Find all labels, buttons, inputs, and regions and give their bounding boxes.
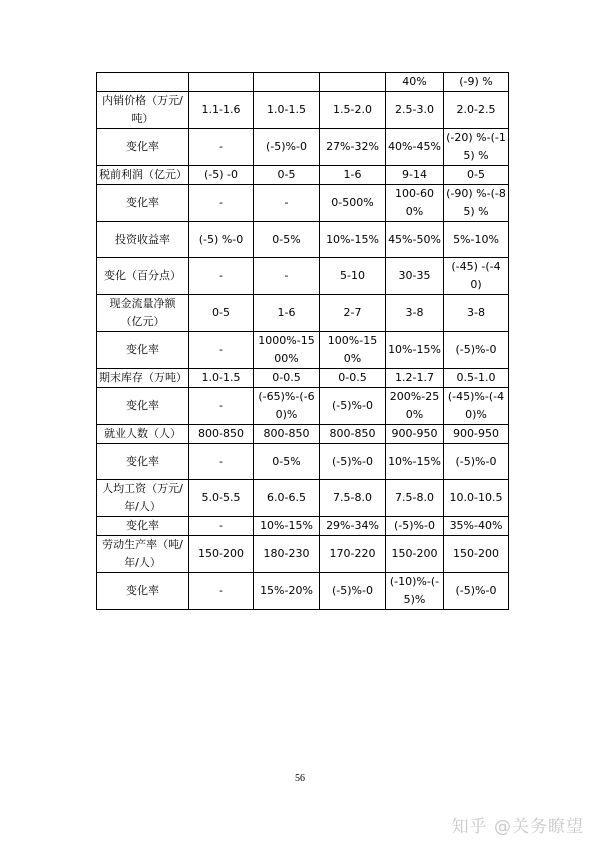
table-cell: 5%-10%	[444, 222, 509, 258]
table-cell: 0-0.5	[254, 369, 320, 388]
table-cell: -	[189, 573, 254, 610]
table-row	[97, 388, 509, 425]
table-row	[97, 295, 509, 332]
table-cell: 6.0-6.5	[254, 480, 320, 517]
table-cell: 0-5	[254, 166, 320, 185]
table-cell: -	[189, 258, 254, 295]
table-cell: 0-5	[189, 295, 254, 332]
table-cell: 27%-32%	[320, 129, 386, 166]
table-cell: 5.0-5.5	[189, 480, 254, 517]
table-cell: (-45) -(-40)	[444, 258, 509, 295]
row-label: 变化率	[97, 332, 189, 369]
table-cell: 2.0-2.5	[444, 92, 509, 129]
table-cell: 1.5-2.0	[320, 92, 386, 129]
table-cell: 9-14	[386, 166, 444, 185]
table-cell: 1-6	[320, 166, 386, 185]
table-cell: 10.0-10.5	[444, 480, 509, 517]
table-row	[97, 573, 509, 610]
table-cell: 45%-50%	[386, 222, 444, 258]
table-cell: -	[254, 185, 320, 222]
table-cell: 30-35	[386, 258, 444, 295]
row-label: 内销价格（万元/吨）	[97, 92, 189, 129]
table-cell: 1.2-1.7	[386, 369, 444, 388]
row-label: 变化率	[97, 444, 189, 480]
table-row	[97, 480, 509, 517]
table-cell: (-5)%-0	[444, 444, 509, 480]
table-cell: 0-500%	[320, 185, 386, 222]
table-cell: (-5)%-0	[320, 388, 386, 425]
table-cell: (-5)%-0	[386, 517, 444, 536]
table-cell: 150-200	[386, 536, 444, 573]
table-row	[97, 73, 509, 92]
table-cell: 0-0.5	[320, 369, 386, 388]
table-cell: (-10)%-(-5)%	[386, 573, 444, 610]
table-row	[97, 185, 509, 222]
table-cell: -	[189, 517, 254, 536]
table-cell: 150-200	[189, 536, 254, 573]
data-table	[96, 72, 509, 610]
table-row	[97, 425, 509, 444]
table-cell: 100%-150%	[320, 332, 386, 369]
row-label: 变化率	[97, 573, 189, 610]
table-cell: 800-850	[254, 425, 320, 444]
table-cell: 180-230	[254, 536, 320, 573]
table-cell: 900-950	[386, 425, 444, 444]
table-cell: -	[189, 129, 254, 166]
table-cell: -	[189, 444, 254, 480]
table-cell: 15%-20%	[254, 573, 320, 610]
row-label: 劳动生产率（吨/年/人）	[97, 536, 189, 573]
row-label: 人均工资（万元/年/人）	[97, 480, 189, 517]
table-cell: (-20) %-(-15) %	[444, 129, 509, 166]
table-cell: 3-8	[444, 295, 509, 332]
table-cell: 200%-250%	[386, 388, 444, 425]
table-cell: 10%-15%	[320, 222, 386, 258]
row-label: 变化率	[97, 388, 189, 425]
table-cell: -	[189, 388, 254, 425]
row-label: 变化（百分点）	[97, 258, 189, 295]
table-cell: (-5) %-0	[189, 222, 254, 258]
row-label: 变化率	[97, 129, 189, 166]
table-row	[97, 129, 509, 166]
table-row	[97, 536, 509, 573]
table-cell	[320, 73, 386, 92]
table-row	[97, 332, 509, 369]
table-cell: 5-10	[320, 258, 386, 295]
row-label: 期末库存（万吨）	[97, 369, 189, 388]
table-row	[97, 444, 509, 480]
table-cell: 1.1-1.6	[189, 92, 254, 129]
table-cell: (-5)%-0	[320, 573, 386, 610]
table-cell: 170-220	[320, 536, 386, 573]
table-cell: 40%-45%	[386, 129, 444, 166]
table-cell: 0.5-1.0	[444, 369, 509, 388]
table-cell: 7.5-8.0	[320, 480, 386, 517]
row-label: 税前利润（亿元）	[97, 166, 189, 185]
row-label	[97, 73, 189, 92]
table-cell: 1.0-1.5	[254, 92, 320, 129]
table-cell: 40%	[386, 73, 444, 92]
table-row	[97, 222, 509, 258]
table-cell: -	[189, 332, 254, 369]
table-cell: 2-7	[320, 295, 386, 332]
table-cell: 29%-34%	[320, 517, 386, 536]
table-cell: (-5)%-0	[444, 332, 509, 369]
table-cell: 7.5-8.0	[386, 480, 444, 517]
table-cell: 100-600%	[386, 185, 444, 222]
row-label: 投资收益率	[97, 222, 189, 258]
table-cell: 0-5%	[254, 444, 320, 480]
table-cell: -	[254, 258, 320, 295]
table-cell: 900-950	[444, 425, 509, 444]
table-cell: 0-5	[444, 166, 509, 185]
table-cell: 10%-15%	[254, 517, 320, 536]
table-row	[97, 92, 509, 129]
row-label: 就业人数（人）	[97, 425, 189, 444]
table-cell: (-5)%-0	[320, 444, 386, 480]
table-row	[97, 517, 509, 536]
table-cell	[189, 73, 254, 92]
row-label: 变化率	[97, 517, 189, 536]
table-body	[97, 73, 509, 610]
table-cell: (-5)%-0	[444, 573, 509, 610]
table-cell: 3-8	[386, 295, 444, 332]
table-cell: 1000%-1500%	[254, 332, 320, 369]
page-number: 56	[295, 773, 305, 784]
table-cell: 0-5%	[254, 222, 320, 258]
watermark: 知乎 @关务瞭望	[451, 817, 584, 837]
row-label: 现金流量净额（亿元）	[97, 295, 189, 332]
table-cell: 800-850	[189, 425, 254, 444]
table-row	[97, 166, 509, 185]
table-cell: -	[189, 185, 254, 222]
table-cell: 10%-15%	[386, 444, 444, 480]
table-row	[97, 369, 509, 388]
table-cell	[254, 73, 320, 92]
table-cell: 10%-15%	[386, 332, 444, 369]
table-cell: 1.0-1.5	[189, 369, 254, 388]
table-cell: (-65)%-(-60)%	[254, 388, 320, 425]
table-cell: 1-6	[254, 295, 320, 332]
table-cell: 35%-40%	[444, 517, 509, 536]
table-row	[97, 258, 509, 295]
table-cell: (-9) %	[444, 73, 509, 92]
table-cell: (-5) -0	[189, 166, 254, 185]
table-cell: (-5)%-0	[254, 129, 320, 166]
table-cell: 800-850	[320, 425, 386, 444]
table-cell: (-45)%-(-40)%	[444, 388, 509, 425]
table-cell: 2.5-3.0	[386, 92, 444, 129]
table-cell: 150-200	[444, 536, 509, 573]
row-label: 变化率	[97, 185, 189, 222]
table-cell: (-90) %-(-85) %	[444, 185, 509, 222]
